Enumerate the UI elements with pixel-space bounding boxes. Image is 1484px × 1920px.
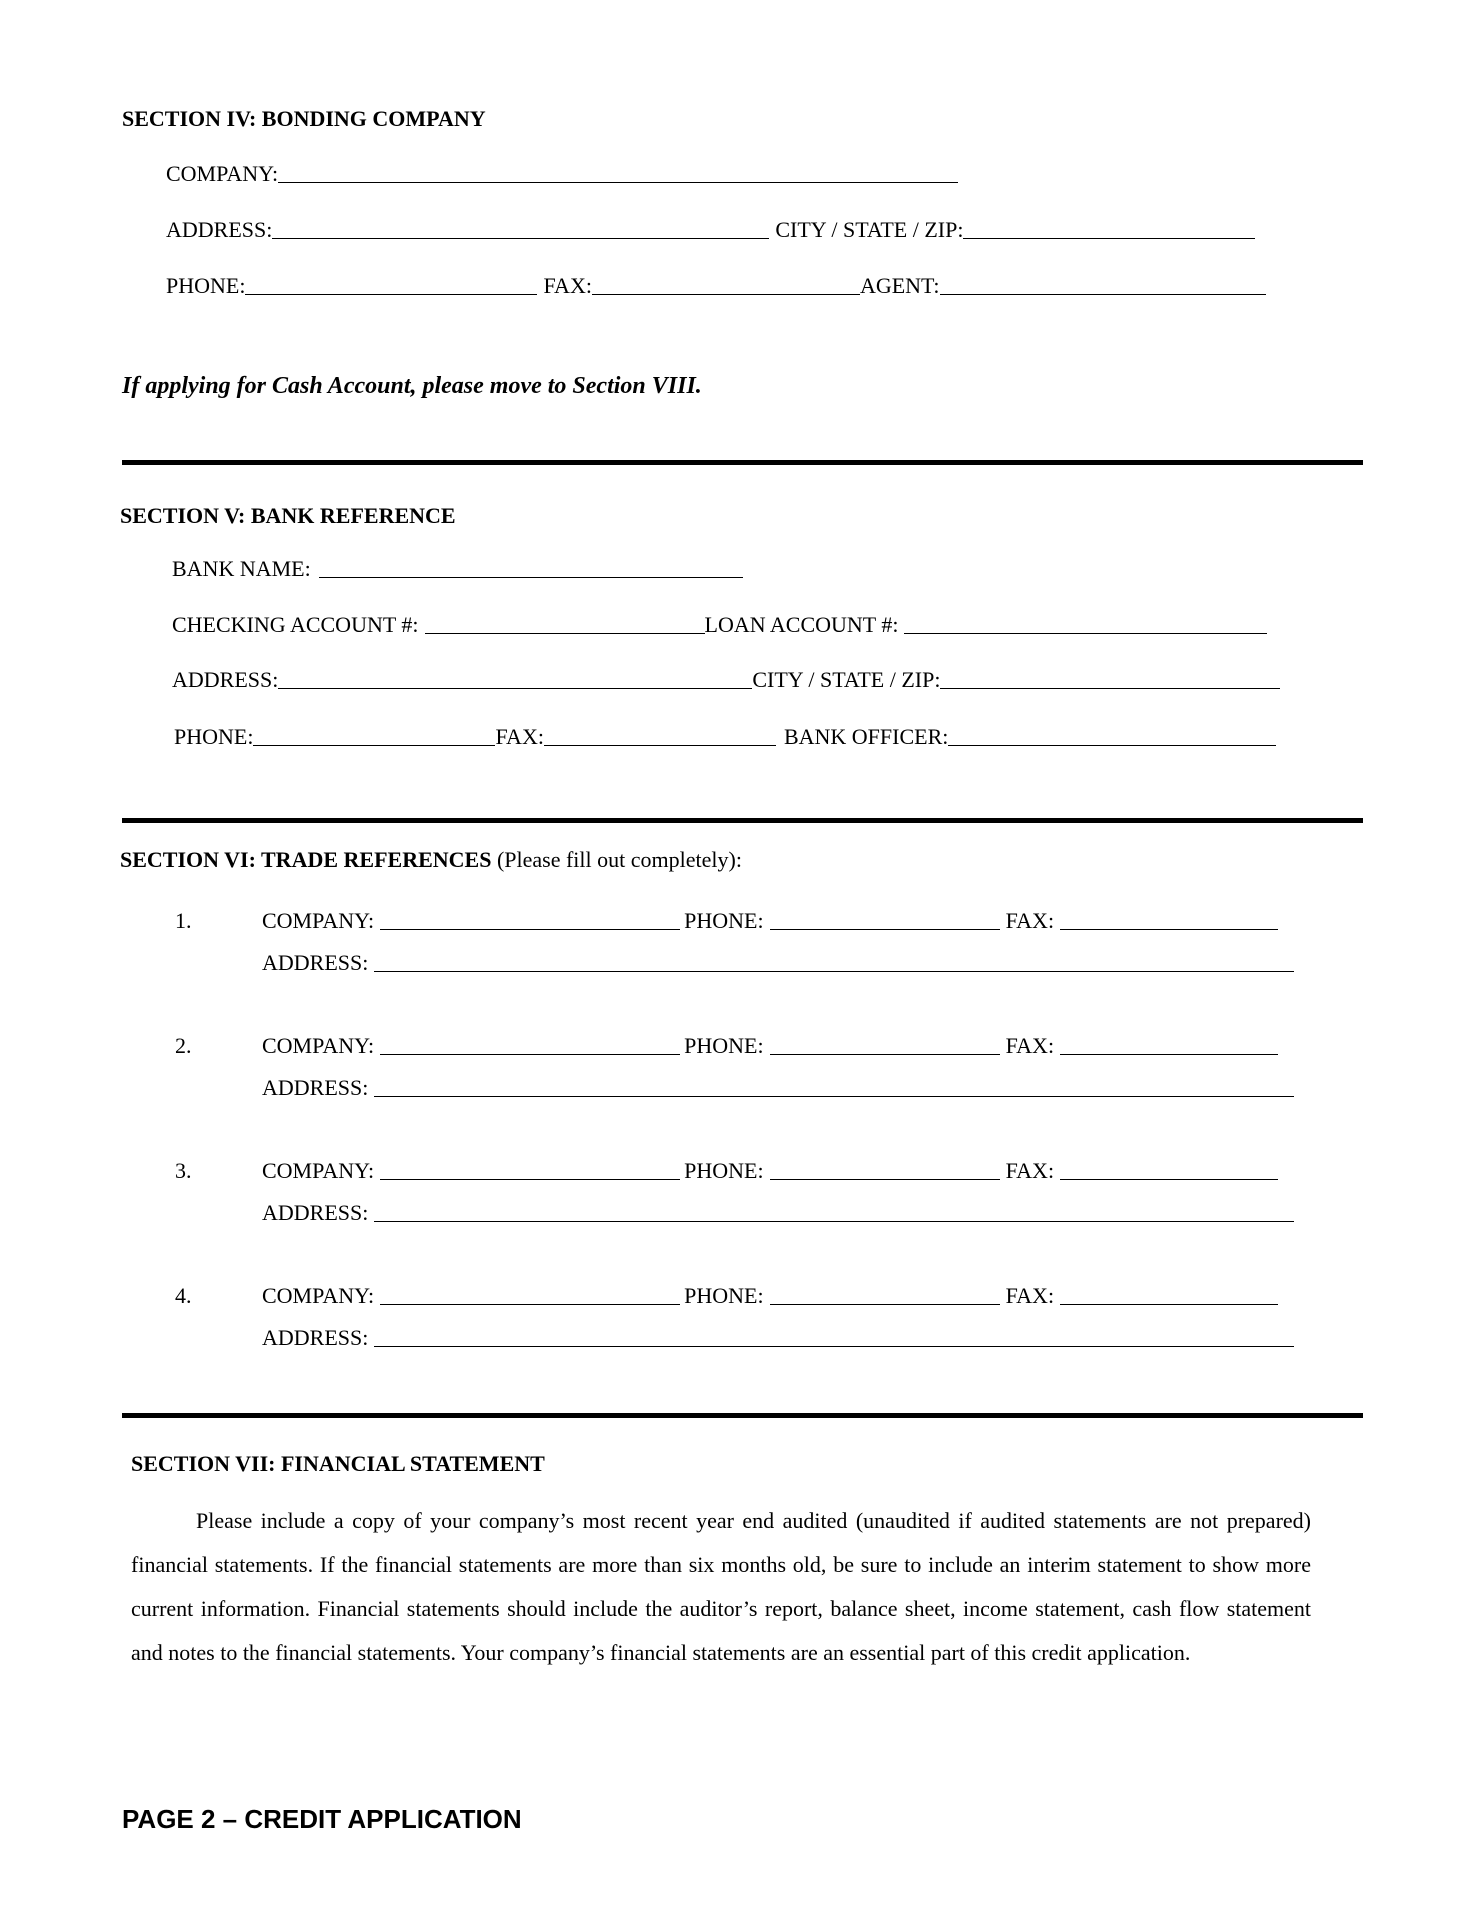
bank-city-state-zip-field[interactable] [940, 666, 1280, 689]
reference-phone-label: PHONE: [684, 1283, 764, 1308]
bank-address-field[interactable] [278, 666, 752, 689]
reference-fax-field[interactable] [1060, 1282, 1278, 1305]
section-divider [122, 460, 1363, 465]
bank-contact-row [174, 723, 1276, 750]
bank-city-state-zip-label: CITY / STATE / ZIP: [752, 667, 941, 692]
reference-fax-label: FAX: [1005, 908, 1055, 933]
reference-address-field[interactable] [374, 949, 1294, 972]
trade-reference-2 [175, 1032, 1278, 1059]
reference-address-field[interactable] [374, 1199, 1294, 1222]
section-divider [122, 1413, 1363, 1418]
bonding-address-label: ADDRESS: [166, 217, 273, 242]
financial-statement-paragraph: Please include a copy of your company’s most recent year end audited (unaudited if audited statements are not prepared) financial statements. If the financial statements are more than six months old, be sure to include an interim statement to show more current information. Financial statements should include the auditor’s report, balance sheet, income statement, cash flow statement and notes to the financial statements. Your company’s financial statements are an essential part of this credit application. [131, 1508, 1311, 1665]
bonding-city-state-zip-field[interactable] [963, 216, 1255, 239]
section-vi-title: SECTION VI: TRADE REFERENCES [120, 847, 492, 872]
reference-fax-label: FAX: [1005, 1283, 1055, 1308]
bonding-fax-label: FAX: [543, 273, 592, 298]
reference-address-label: ADDRESS: [262, 1200, 369, 1225]
reference-phone-label: PHONE: [684, 908, 764, 933]
bonding-company-label: COMPANY: [166, 161, 279, 186]
reference-phone-label: PHONE: [684, 1158, 764, 1183]
bank-officer-label: BANK OFFICER: [783, 724, 949, 749]
reference-number: 3. [175, 1158, 192, 1183]
reference-address-label: ADDRESS: [262, 950, 369, 975]
trade-reference-3 [175, 1157, 1278, 1184]
reference-phone-field[interactable] [770, 1282, 1000, 1305]
trade-reference-4 [175, 1282, 1278, 1309]
bank-name-label: BANK NAME: [172, 556, 311, 581]
cash-account-note: If applying for Cash Account, please move to Section VIII. [122, 373, 702, 399]
reference-company-field[interactable] [380, 1157, 680, 1180]
reference-address-label: ADDRESS: [262, 1075, 369, 1100]
reference-number: 1. [175, 908, 192, 933]
reference-company-label: COMPANY: [262, 1033, 375, 1058]
bank-address-row [172, 666, 1280, 693]
reference-address-field[interactable] [374, 1324, 1294, 1347]
section-divider [122, 818, 1363, 823]
trade-reference-3-address [262, 1199, 1294, 1226]
bonding-address-row [166, 216, 1255, 243]
trade-reference-1-address [262, 949, 1294, 976]
bonding-company-row [166, 160, 958, 187]
bonding-agent-label: AGENT: [859, 273, 940, 298]
bank-address-label: ADDRESS: [172, 667, 279, 692]
reference-fax-label: FAX: [1005, 1158, 1055, 1183]
trade-reference-2-address [262, 1074, 1294, 1101]
bank-name-row [172, 555, 743, 582]
bonding-fax-field[interactable] [592, 272, 860, 295]
reference-phone-field[interactable] [770, 1032, 1000, 1055]
reference-number: 4. [175, 1283, 192, 1308]
trade-reference-4-address [262, 1324, 1294, 1351]
reference-company-label: COMPANY: [262, 1158, 375, 1183]
section-iv-heading: SECTION IV: BONDING COMPANY [122, 106, 486, 131]
bank-phone-label: PHONE: [174, 724, 254, 749]
reference-company-label: COMPANY: [262, 908, 375, 933]
bonding-company-field[interactable] [278, 160, 958, 183]
bonding-phone-field[interactable] [245, 272, 537, 295]
reference-company-field[interactable] [380, 1032, 680, 1055]
reference-phone-field[interactable] [770, 907, 1000, 930]
reference-address-field[interactable] [374, 1074, 1294, 1097]
reference-fax-field[interactable] [1060, 907, 1278, 930]
page-footer: PAGE 2 – CREDIT APPLICATION [122, 1804, 522, 1834]
section-v-heading: SECTION V: BANK REFERENCE [120, 503, 456, 528]
bank-fax-field[interactable] [544, 723, 776, 746]
trade-reference-1 [175, 907, 1278, 934]
loan-account-label: LOAN ACCOUNT #: [704, 612, 899, 637]
bank-name-field[interactable] [319, 555, 743, 578]
bank-fax-label: FAX: [495, 724, 544, 749]
reference-phone-label: PHONE: [684, 1033, 764, 1058]
section-vii-heading: SECTION VII: FINANCIAL STATEMENT [131, 1451, 545, 1476]
bonding-city-state-zip-label: CITY / STATE / ZIP: [775, 217, 964, 242]
section-vi-heading [120, 847, 742, 873]
reference-number: 2. [175, 1033, 192, 1058]
loan-account-field[interactable] [904, 611, 1267, 634]
reference-address-label: ADDRESS: [262, 1325, 369, 1350]
reference-phone-field[interactable] [770, 1157, 1000, 1180]
bonding-contact-row [166, 272, 1266, 299]
section-vi-note: (Please fill out completely): [496, 847, 742, 872]
reference-company-field[interactable] [380, 907, 680, 930]
bank-accounts-row [172, 611, 1267, 638]
reference-company-field[interactable] [380, 1282, 680, 1305]
bonding-address-field[interactable] [272, 216, 769, 239]
reference-fax-field[interactable] [1060, 1157, 1278, 1180]
bonding-agent-field[interactable] [940, 272, 1266, 295]
reference-fax-field[interactable] [1060, 1032, 1278, 1055]
checking-account-label: CHECKING ACCOUNT #: [172, 612, 419, 637]
reference-company-label: COMPANY: [262, 1283, 375, 1308]
bank-officer-field[interactable] [948, 723, 1276, 746]
reference-fax-label: FAX: [1005, 1033, 1055, 1058]
bank-phone-field[interactable] [253, 723, 495, 746]
checking-account-field[interactable] [425, 611, 705, 634]
bonding-phone-label: PHONE: [166, 273, 246, 298]
